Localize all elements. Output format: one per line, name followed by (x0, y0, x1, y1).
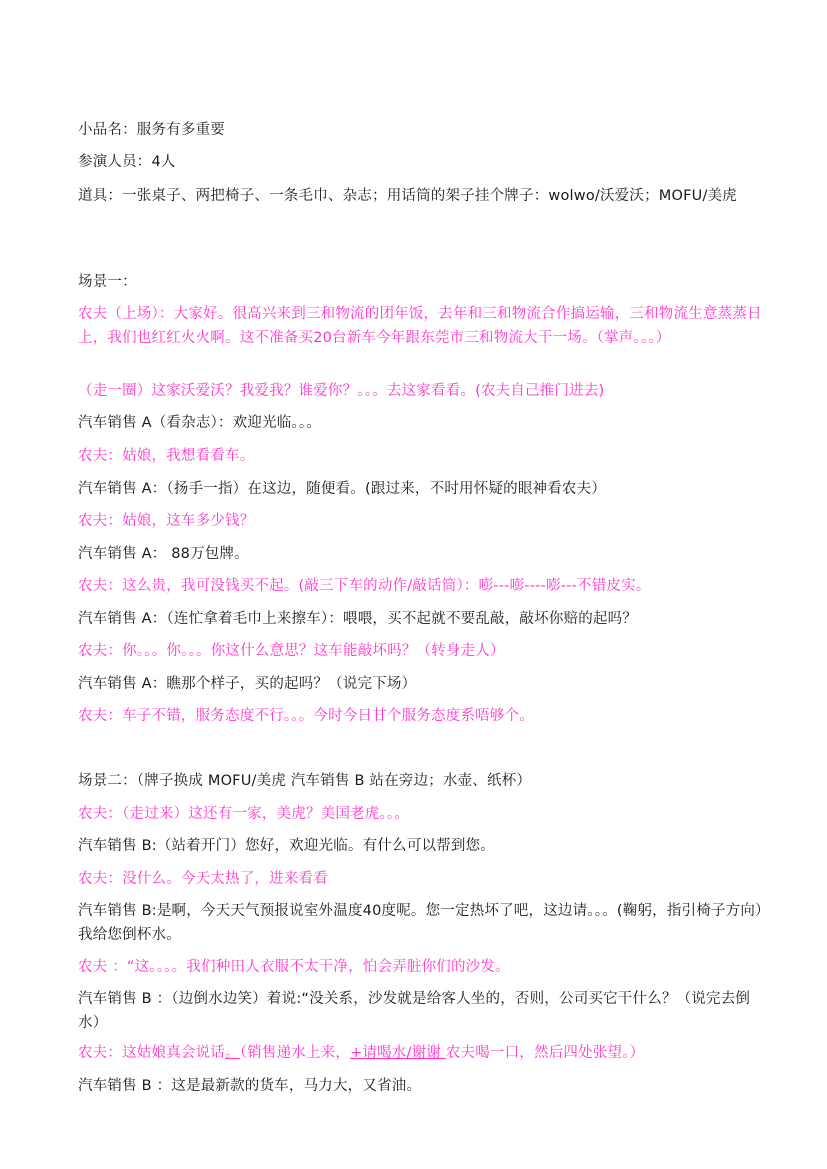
scene-2-farmer-line-4 (78, 1041, 768, 1065)
scene-1-sales-a-line-2: 汽车销售 A：（扬手一指）在这边，随便看。(跟过来，不时用怀疑的眼神看农夫） (78, 481, 607, 497)
scene-1-farmer-line-5: 农夫：这么贵，我可没钱买不起。(敲三下车的动作/敲话筒）：嘭---嘭----嘭---不错皮实。 (78, 578, 651, 594)
farmer-line-stage-direction-end: 农夫喝一口，然后四处张望。） (445, 1045, 645, 1061)
scene-2-heading: 场景二：（牌子换成 MOFU/美虎 汽车销售 B 站在旁边；水壶、纸杯） (78, 773, 532, 789)
scene-2-sales-b-line-3: 汽车销售 B ：（边倒水边笑）着说:“没关系，沙发就是给客人坐的，否则，公司买它干什么？（说完去倒水） (78, 991, 751, 1031)
scene-1-farmer-line-7: 农夫：车子不错，服务态度不行。。。今时今日甘个服务态度系唔够个。 (78, 708, 534, 724)
scene-2-farmer-line-3: 农夫 ：“这。。。。我们种田人衣服不太干净，怕会弄脏你们的沙发。 (78, 959, 510, 975)
scene-2-sales-b-line-1: 汽车销售 B:（站着开门）您好，欢迎光临。有什么可以帮到您。 (78, 838, 495, 854)
scene-1-sales-a-line-3: 汽车销售 A： 88万包牌。 (78, 546, 249, 562)
scene-1-heading: 场景一： (78, 274, 137, 290)
farmer-line-text: 农夫：这姑娘真会说话 (78, 1045, 225, 1061)
farmer-line-inserted-text: +请喝水/谢谢 (350, 1045, 446, 1061)
farmer-line-stage-direction: （销售递水上来， (239, 1045, 351, 1061)
scene-1-farmer-line-4: 农夫：姑娘，这车多少钱？ (78, 513, 255, 529)
cast-line: 参演人员：4人 (78, 154, 176, 170)
scene-1-sales-a-line-4: 汽车销售 A：（连忙拿着毛巾上来擦车）：喂喂，买不起就不要乱敲，敲坏你赔的起吗？ (78, 611, 638, 627)
farmer-line-period: 。 (225, 1045, 240, 1061)
props-line: 道具：一张桌子、两把椅子、一条毛巾、杂志；用话筒的架子挂个牌子：wolwo/沃爱沃；MOFU/美虎 (78, 188, 737, 204)
scene-2-sales-b-line-2: 汽车销售 B:是啊，今天天气预报说室外温度40度呢。您一定热坏了吧，这边请。。。(鞠躬，指引椅子方向）我给您倒杯水。 (78, 903, 763, 943)
scene-1-sales-a-line-5: 汽车销售 A：瞧那个样子，买的起吗？（说完下场） (78, 676, 417, 692)
scene-2-sales-b-line-4: 汽车销售 B ：这是最新款的货车，马力大，又省油。 (78, 1078, 422, 1094)
skit-title: 小品名：服务有多重要 (78, 122, 225, 138)
scene-2-farmer-line-2: 农夫：没什么。今天太热了，进来看看 (78, 871, 328, 887)
scene-1-farmer-line-1: 农夫（上场）：大家好。很高兴来到三和物流的团年饭，去年和三和物流合作搞运输，三和物流生意蒸蒸日上，我们也红红火火啊。这不准备买20台新车今年跟东莞市三和物流大干一场。（掌声。。。） (78, 306, 762, 346)
scene-1-sales-a-line-1: 汽车销售 A（看杂志）：欢迎光临。。。 (78, 415, 322, 431)
scene-1-farmer-line-2: （走一圈）这家沃爱沃？我爱我？谁爱你？。。。去这家看看。(农夫自己推门进去) (78, 383, 605, 399)
scene-1-farmer-line-3: 农夫：姑娘，我想看看车。 (78, 448, 255, 464)
scene-1-farmer-line-6: 农夫：你。。。你。。。你这什么意思？这车能敲坏吗？（转身走人） (78, 643, 505, 659)
scene-2-farmer-line-1: 农夫：（走过来）这还有一家，美虎？美国老虎。。。 (78, 806, 410, 822)
